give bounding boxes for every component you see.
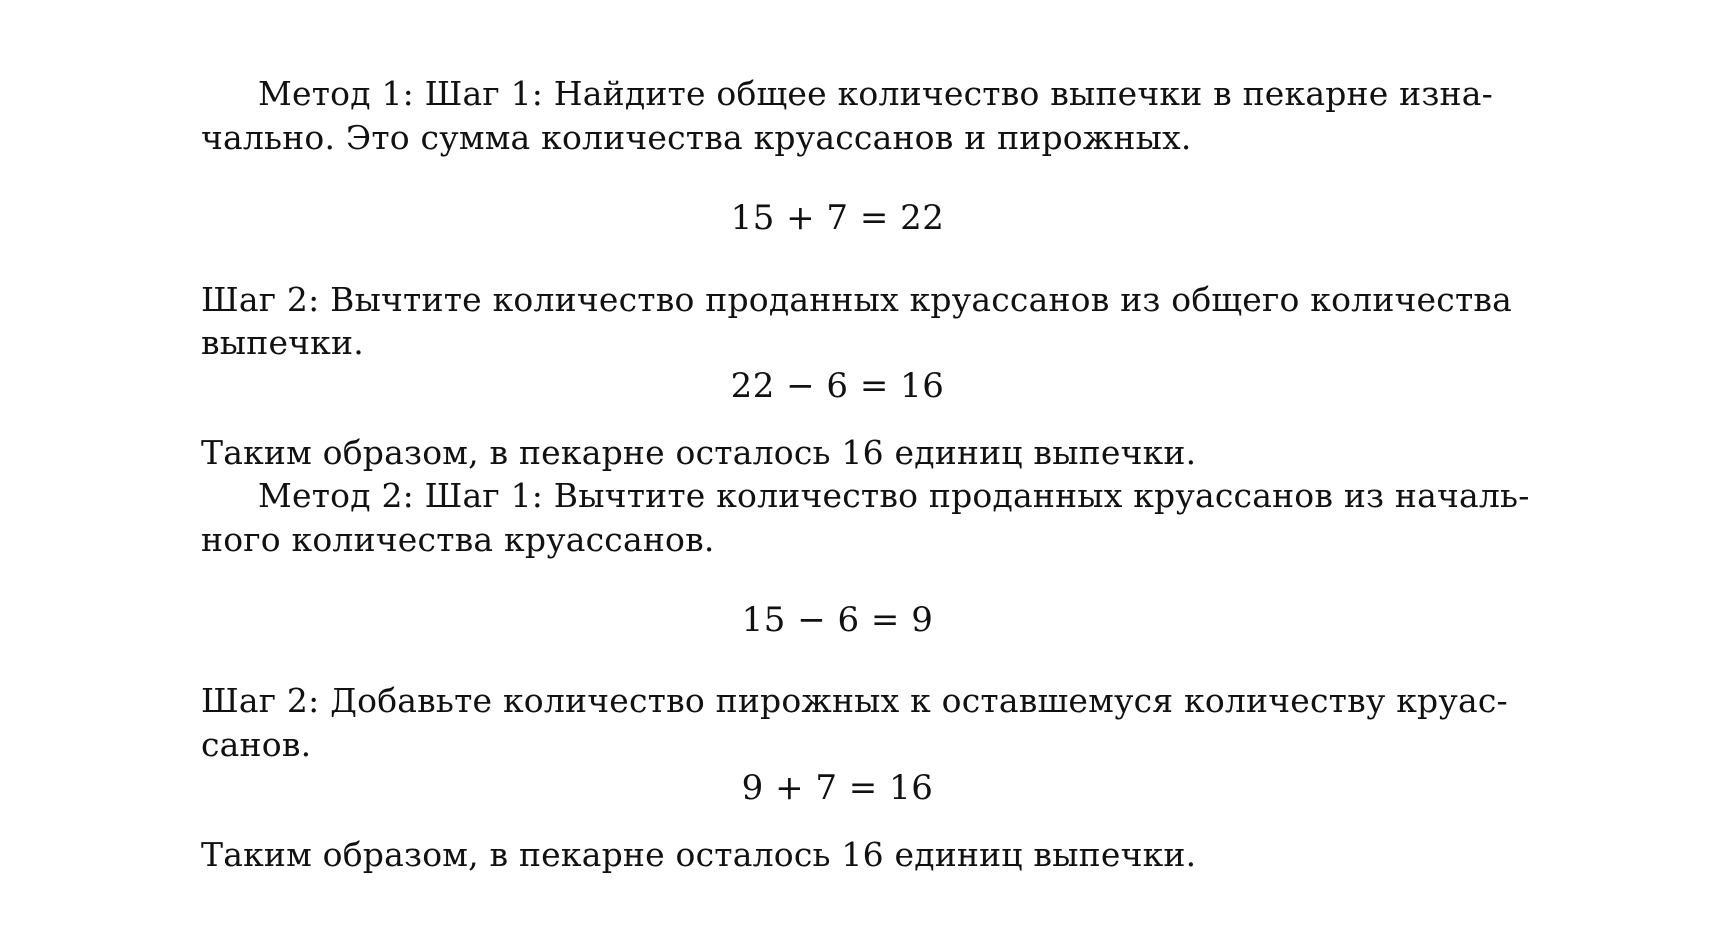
method2-step2-line1: Шаг 2: Добавьте количество пирожных к оставшемуся количеству круас- [201,681,1508,720]
method1-equation1: 15 + 7 = 22 [730,198,945,238]
method1-step2-line2: выпечки. [201,323,364,362]
method2-equation2: 9 + 7 = 16 [741,768,934,808]
method2-step1-line2: ного количества круассанов. [201,520,715,559]
method2-step2-line2: санов. [201,725,312,764]
method1-step2-line1: Шаг 2: Вычтите количество проданных круассанов из общего количества [201,280,1513,319]
method1-step1-line1: Метод 1: Шаг 1: Найдите общее количество выпечки в пекарне изна- [258,74,1493,113]
method2-step1-line1: Метод 2: Шаг 1: Вычтите количество проданных круассанов из началь- [258,476,1530,515]
method1-step1-line2: чально. Это сумма количества круассанов и пирожных. [201,118,1192,157]
method1-conclusion: Таким образом, в пекарне осталось 16 единиц выпечки. [201,433,1197,472]
method2-equation1: 15 − 6 = 9 [741,600,934,640]
method1-equation2: 22 − 6 = 16 [730,366,945,406]
method2-conclusion: Таким образом, в пекарне осталось 16 единиц выпечки. [201,835,1197,874]
